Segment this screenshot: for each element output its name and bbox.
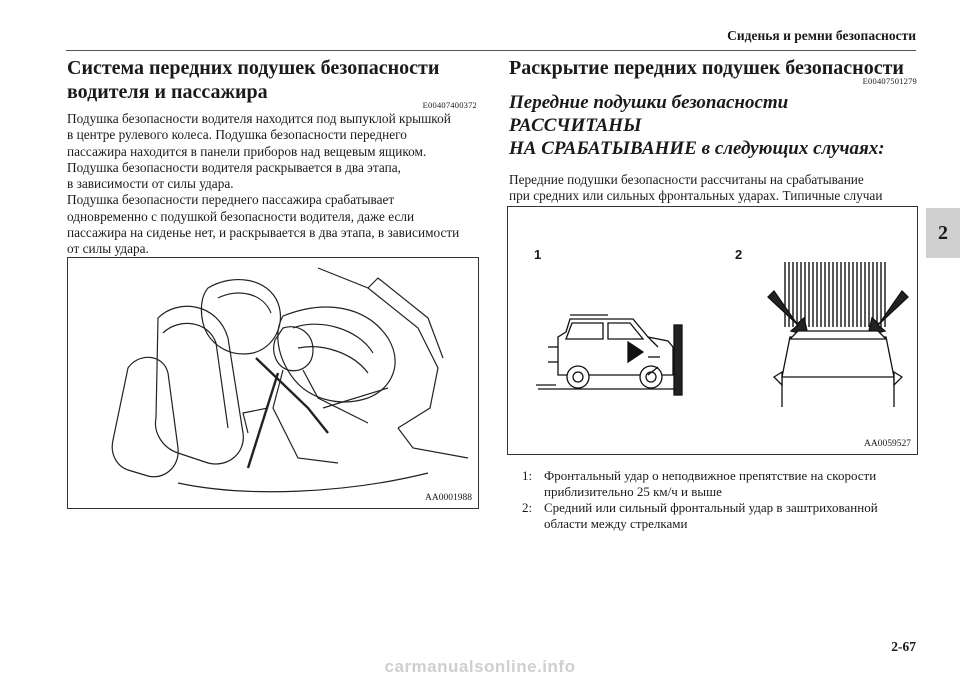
- left-title-line-2: водителя и пассажира: [67, 81, 268, 103]
- left-body-text: Подушка безопасности водителя находится под выпуклой крышкой в центре рулевого колеса. Подушка безопасности переднего пассажира находится в панели приборов над вещевым ящиком. Подушка безопасности водителя раскрывается в два этапа, в зависимости от силы удара. Подушка безопасности переднего пассажира срабатывает одновременно с подушкой безопасности водителя, даже если пассажира на сиденье нет, и раскрывается в два этапа, в зависимости от силы удара.: [67, 111, 460, 257]
- impact-cases-figure: [507, 206, 918, 455]
- page-number: 2-67: [891, 639, 916, 654]
- left-title-line-1: Система передних подушек безопасности: [67, 57, 440, 79]
- right-body-text: Передние подушки безопасности рассчитаны на срабатывание при средних или сильных фронтальных ударах. Типичные случаи: [509, 172, 883, 204]
- right-section-code: E00407501279: [862, 76, 917, 86]
- watermark[interactable]: carmanualsonline.info: [384, 657, 576, 676]
- figure-label-2: 2: [735, 247, 743, 262]
- airbag-illustration-figure: [67, 257, 479, 509]
- legend-item-2: 2: Средний или сильный фронтальный удар в заштрихованной области между стрелками: [522, 500, 878, 531]
- airbag-cabin-illustration: [68, 258, 478, 508]
- left-figure-code: AA0001988: [425, 493, 472, 503]
- left-section: [67, 56, 477, 258]
- header-rule: [66, 50, 916, 51]
- figure-label-1: 1: [534, 247, 542, 262]
- running-header: Сиденья и ремни безопасности: [727, 28, 916, 43]
- left-section-title: [67, 56, 477, 104]
- left-section-code: E00407400372: [422, 100, 477, 110]
- right-figure-code: AA0059527: [864, 439, 911, 449]
- right-subtitle: Передние подушки безопасности РАССЧИТАНЫ НА СРАБАТЫВАНИЕ в следующих случаях:: [509, 92, 885, 159]
- right-section-title: Раскрытие передних подушек безопасности: [509, 57, 904, 79]
- right-section: [509, 56, 917, 221]
- legend-item-1: 1: Фронтальный удар о неподвижное препятствие на скорости приблизительно 25 км/ч и выше: [522, 468, 877, 499]
- chapter-tab[interactable]: 2: [926, 208, 960, 258]
- impact-cases-illustration: [508, 207, 917, 454]
- figure-legend: [522, 468, 922, 532]
